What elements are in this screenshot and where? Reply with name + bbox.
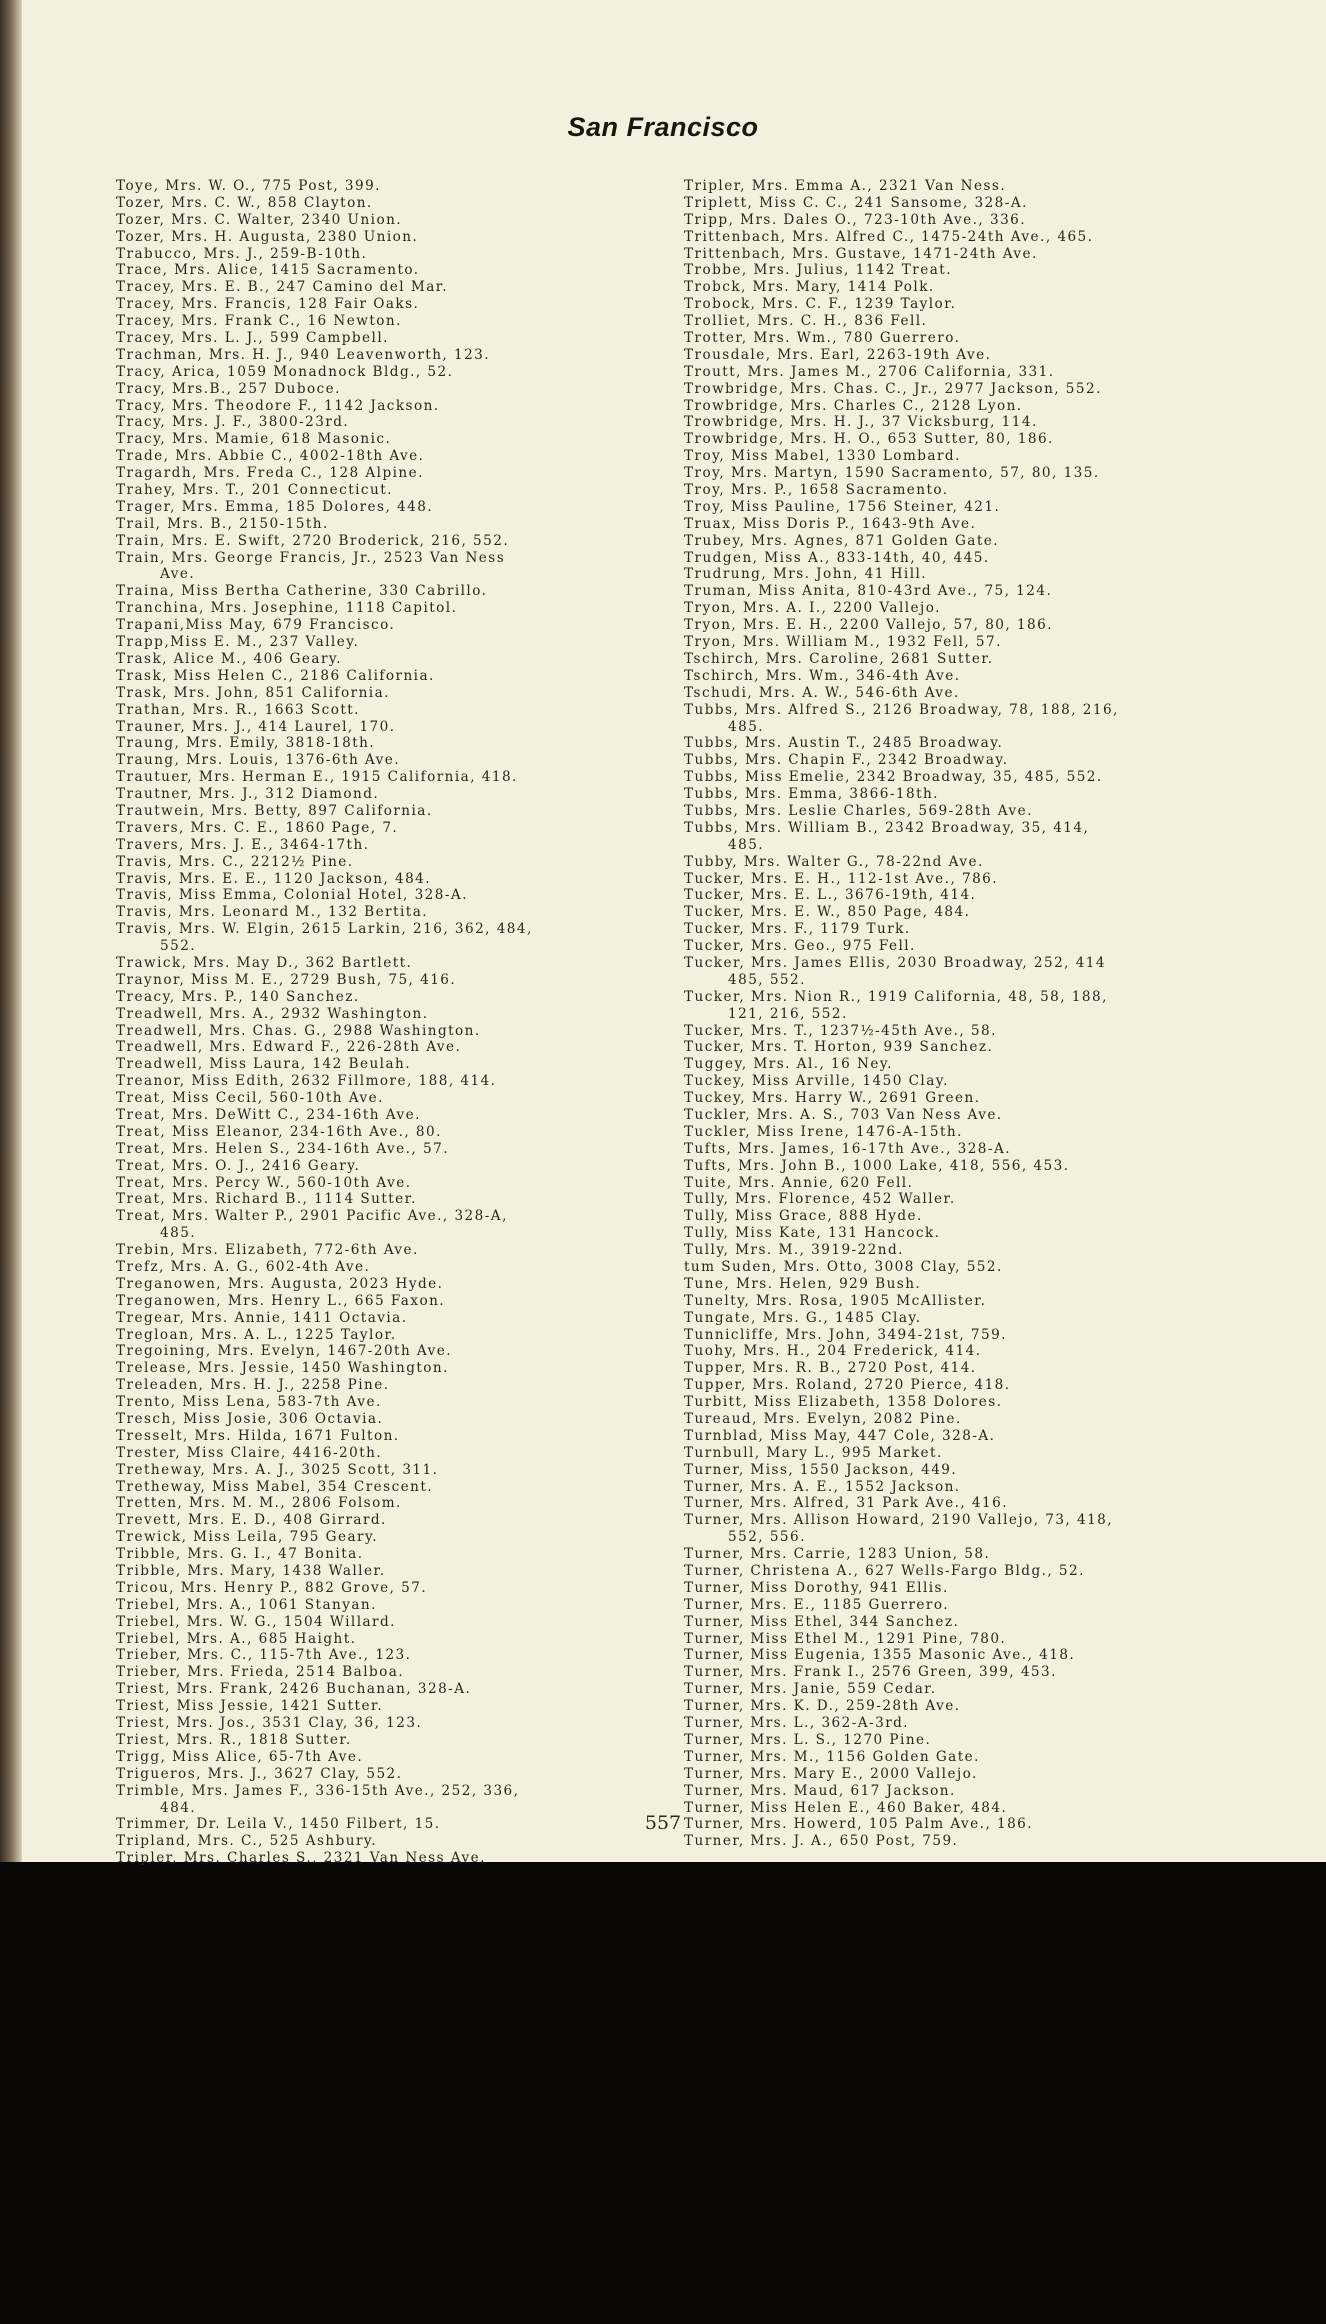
directory-entry: Trawick, Mrs. May D., 362 Bartlett. — [116, 954, 413, 971]
directory-entry-continuation: 552. — [160, 938, 197, 955]
directory-entry: Tubbs, Miss Emelie, 2342 Broadway, 35, 485, 552. — [684, 769, 1103, 786]
directory-entry: Trester, Miss Claire, 4416-20th. — [116, 1444, 383, 1461]
directory-entry: Tresselt, Mrs. Hilda, 1671 Fulton. — [116, 1427, 400, 1444]
directory-entry: Tracy, Mrs. J. F., 3800-23rd. — [116, 414, 350, 431]
directory-entry: Turner, Mrs. Maud, 617 Jackson. — [684, 1782, 956, 1799]
directory-entry: Travers, Mrs. J. E., 3464-17th. — [116, 836, 370, 853]
directory-entry: Tucker, Mrs. F., 1179 Turk. — [684, 921, 911, 938]
directory-entry: Trimmer, Dr. Leila V., 1450 Filbert, 15. — [116, 1816, 441, 1833]
directory-entry: Treat, Miss Eleanor, 234-16th Ave., 80. — [116, 1123, 442, 1140]
directory-entry: Tranchina, Mrs. Josephine, 1118 Capitol. — [116, 600, 458, 617]
directory-entry: Tracy, Mrs. Theodore F., 1142 Jackson. — [116, 397, 440, 414]
directory-entry: Tubbs, Mrs. Leslie Charles, 569-28th Ave. — [684, 802, 1033, 819]
directory-entry: Tschirch, Mrs. Wm., 346-4th Ave. — [684, 667, 961, 684]
directory-entry: Train, Mrs. George Francis, Jr., 2523 Van Ness — [116, 549, 506, 566]
directory-entry: Tubbs, Mrs. Emma, 3866-18th. — [684, 786, 939, 803]
directory-entry: Triebel, Mrs. W. G., 1504 Willard. — [116, 1613, 396, 1630]
directory-entry: Tretheway, Mrs. A. J., 3025 Scott, 311. — [116, 1461, 439, 1478]
directory-entry: Turner, Miss Dorothy, 941 Ellis. — [684, 1579, 949, 1596]
directory-entry: Treadwell, Mrs. Edward F., 226-28th Ave. — [116, 1039, 462, 1056]
directory-entry: Tregear, Mrs. Annie, 1411 Octavia. — [116, 1309, 408, 1326]
directory-entry: Turner, Mrs. K. D., 259-28th Ave. — [684, 1698, 961, 1715]
directory-entry: Tripler, Mrs. Emma A., 2321 Van Ness. — [684, 178, 1007, 194]
directory-entry: Trask, Miss Helen C., 2186 California. — [116, 667, 435, 684]
directory-entry: Treadwell, Miss Laura, 142 Beulah. — [116, 1056, 411, 1073]
directory-entry: Treganowen, Mrs. Henry L., 665 Faxon. — [116, 1292, 446, 1309]
directory-entry: Trittenbach, Mrs. Gustave, 1471-24th Ave. — [684, 245, 1038, 262]
directory-entry: Turner, Mrs. A. E., 1552 Jackson. — [684, 1478, 961, 1495]
directory-entry: Troy, Miss Mabel, 1330 Lombard. — [684, 448, 961, 465]
directory-entry: Tuckler, Miss Irene, 1476-A-15th. — [684, 1123, 963, 1140]
directory-entry: Tschudi, Mrs. A. W., 546-6th Ave. — [684, 684, 960, 701]
directory-entry: Trotter, Mrs. Wm., 780 Guerrero. — [684, 330, 961, 347]
page-number: 557 — [644, 1812, 682, 1834]
directory-entry: Tozer, Mrs. H. Augusta, 2380 Union. — [116, 228, 419, 245]
directory-entry: Tupper, Mrs. R. B., 2720 Post, 414. — [684, 1360, 977, 1377]
directory-entry: Tuckey, Mrs. Harry W., 2691 Green. — [684, 1090, 981, 1107]
directory-entry: Tubbs, Mrs. Chapin F., 2342 Broadway. — [684, 752, 1009, 769]
directory-entry: Tribble, Mrs. Mary, 1438 Waller. — [116, 1563, 386, 1580]
directory-entry: Turner, Mrs. Howerd, 105 Palm Ave., 186. — [684, 1816, 1034, 1833]
directory-entry: Tretten, Mrs. M. M., 2806 Folsom. — [116, 1495, 402, 1512]
directory-entry: Traung, Mrs. Emily, 3818-18th. — [116, 735, 376, 752]
directory-entry: Treat, Mrs. Percy W., 560-10th Ave. — [116, 1174, 412, 1191]
directory-entry-continuation: 485, 552. — [728, 971, 806, 988]
directory-entry: Turner, Mrs. L., 362-A-3rd. — [684, 1715, 910, 1732]
directory-entry: Trautner, Mrs. J., 312 Diamond. — [116, 786, 380, 803]
directory-entry: Trautuer, Mrs. Herman E., 1915 California, 418. — [116, 769, 518, 786]
directory-entry: Trimble, Mrs. James F., 336-15th Ave., 252, 336, — [116, 1782, 520, 1799]
directory-entry: Turnblad, Miss May, 447 Cole, 328-A. — [684, 1427, 996, 1444]
directory-entry: Trowbridge, Mrs. H. O., 653 Sutter, 80, 186. — [684, 431, 1054, 448]
directory-entry: Tripp, Mrs. Dales O., 723-10th Ave., 336. — [684, 211, 1027, 228]
left-column-entries — [116, 178, 666, 1867]
directory-entry: Truman, Miss Anita, 810-43rd Ave., 75, 124. — [684, 583, 1053, 600]
directory-entry: Tucker, Mrs. E. L., 3676-19th, 414. — [684, 887, 977, 904]
directory-entry: Tucker, Mrs. E. H., 112-1st Ave., 786. — [684, 870, 999, 887]
directory-entry: Trieber, Mrs. Frieda, 2514 Balboa. — [116, 1664, 405, 1681]
directory-entry: Tracey, Mrs. L. J., 599 Campbell. — [116, 330, 389, 347]
directory-entry-continuation: 121, 216, 552. — [728, 1005, 848, 1022]
directory-entry: Treganowen, Mrs. Augusta, 2023 Hyde. — [116, 1275, 444, 1292]
directory-entry: Trathan, Mrs. R., 1663 Scott. — [116, 701, 360, 718]
directory-entry: Triebel, Mrs. A., 1061 Stanyan. — [116, 1596, 377, 1613]
directory-entry: Trace, Mrs. Alice, 1415 Sacramento. — [116, 262, 420, 279]
directory-entry: Turnbull, Mary L., 995 Market. — [684, 1444, 943, 1461]
right-column-entries — [684, 178, 1274, 1850]
directory-entry: Trahey, Mrs. T., 201 Connecticut. — [116, 482, 393, 499]
directory-entry: Tryon, Mrs. E. H., 2200 Vallejo, 57, 80, 186. — [684, 617, 1054, 634]
directory-entry: Treat, Mrs. Richard B., 1114 Sutter. — [116, 1191, 417, 1208]
directory-entry: Tubby, Mrs. Walter G., 78-22nd Ave. — [684, 853, 984, 870]
directory-entry: Tuohy, Mrs. H., 204 Frederick, 414. — [684, 1343, 982, 1360]
directory-entry: Treat, Mrs. Walter P., 2901 Pacific Ave., 328-A, — [116, 1208, 508, 1225]
directory-entry: tum Suden, Mrs. Otto, 3008 Clay, 552. — [684, 1259, 1003, 1275]
directory-entry: Tufts, Mrs. John B., 1000 Lake, 418, 556, 453. — [684, 1157, 1070, 1174]
directory-entry: Trauner, Mrs. J., 414 Laurel, 170. — [116, 718, 396, 735]
directory-entry: Trask, Alice M., 406 Geary. — [116, 650, 343, 667]
directory-entry: Trebin, Mrs. Elizabeth, 772-6th Ave. — [116, 1242, 419, 1259]
directory-entry: Tucker, Mrs. T. Horton, 939 Sanchez. — [684, 1039, 994, 1056]
directory-entry: Train, Mrs. E. Swift, 2720 Broderick, 216, 552. — [116, 532, 510, 549]
directory-entry: Trager, Mrs. Emma, 185 Dolores, 448. — [116, 498, 434, 515]
directory-entry: Tozer, Mrs. C. Walter, 2340 Union. — [116, 211, 403, 228]
directory-entry: Treleaden, Mrs. H. J., 2258 Pine. — [116, 1377, 390, 1394]
directory-entry: Trewick, Miss Leila, 795 Geary. — [116, 1529, 379, 1546]
directory-entry: Tracy, Mrs.B., 257 Duboce. — [116, 380, 341, 397]
directory-entry-continuation: 485. — [728, 718, 765, 735]
directory-entry: Trowbridge, Mrs. Chas. C., Jr., 2977 Jackson, 552. — [684, 380, 1102, 397]
directory-entry: Tucker, Mrs. T., 1237½-45th Ave., 58. — [684, 1022, 997, 1039]
book-spine-edge — [0, 0, 22, 1862]
directory-entry: Triest, Mrs. Jos., 3531 Clay, 36, 123. — [116, 1715, 423, 1732]
directory-entry: Turner, Mrs. E., 1185 Guerrero. — [684, 1596, 950, 1613]
directory-entry: Turner, Christena A., 627 Wells-Fargo Bldg., 52. — [684, 1563, 1085, 1580]
directory-entry: Troy, Mrs. Martyn, 1590 Sacramento, 57, 80, 135. — [684, 465, 1100, 482]
directory-entry: Tucker, Mrs. E. W., 850 Page, 484. — [684, 904, 971, 921]
directory-entry: Treanor, Miss Edith, 2632 Fillmore, 188, 414. — [116, 1073, 497, 1090]
directory-entry: Treat, Mrs. DeWitt C., 234-16th Ave. — [116, 1106, 421, 1123]
directory-entry: Tureaud, Mrs. Evelyn, 2082 Pine. — [684, 1411, 962, 1428]
directory-entry: Turner, Mrs. Mary E., 2000 Vallejo. — [684, 1765, 978, 1782]
directory-entry: Turner, Mrs. Frank I., 2576 Green, 399, 453. — [684, 1664, 1057, 1681]
directory-entry: Tunelty, Mrs. Rosa, 1905 McAllister. — [684, 1292, 987, 1309]
directory-entry-continuation: 484. — [160, 1799, 197, 1816]
directory-entry: Triest, Mrs. Frank, 2426 Buchanan, 328-A. — [116, 1681, 472, 1698]
directory-entry: Traynor, Miss M. E., 2729 Bush, 75, 416. — [116, 971, 457, 988]
directory-entry: Treadwell, Mrs. Chas. G., 2988 Washington. — [116, 1022, 481, 1039]
directory-entry: Trigueros, Mrs. J., 3627 Clay, 552. — [116, 1765, 403, 1782]
directory-entry: Tracy, Arica, 1059 Monadnock Bldg., 52. — [116, 363, 454, 380]
directory-entry: Tuckler, Mrs. A. S., 703 Van Ness Ave. — [684, 1106, 1003, 1123]
directory-entry-continuation: Ave. — [160, 566, 196, 583]
directory-entry: Trevett, Mrs. E. D., 408 Girrard. — [116, 1512, 387, 1529]
directory-entry: Trapani,Miss May, 679 Francisco. — [116, 617, 396, 634]
directory-entry: Tryon, Mrs. William M., 1932 Fell, 57. — [684, 634, 1002, 651]
directory-entry: Travis, Mrs. E. E., 1120 Jackson, 484. — [116, 870, 432, 887]
directory-entry: Turner, Miss Eugenia, 1355 Masonic Ave., 418. — [684, 1647, 1076, 1664]
directory-entry: Turner, Miss Helen E., 460 Baker, 484. — [684, 1799, 1008, 1816]
directory-entry: Tretheway, Miss Mabel, 354 Crescent. — [116, 1478, 434, 1495]
directory-entry: Toye, Mrs. W. O., 775 Post, 399. — [116, 178, 381, 194]
directory-entry-continuation: 485. — [160, 1225, 197, 1242]
directory-entry: Treat, Mrs. O. J., 2416 Geary. — [116, 1157, 361, 1174]
directory-entry: Trask, Mrs. John, 851 California. — [116, 684, 390, 701]
directory-entry: Tschirch, Mrs. Caroline, 2681 Sutter. — [684, 650, 994, 667]
directory-entry: Turner, Mrs. Carrie, 1283 Union, 58. — [684, 1546, 991, 1563]
directory-entry: Tregloan, Mrs. A. L., 1225 Taylor. — [116, 1326, 397, 1343]
directory-entry: Turner, Miss Ethel, 344 Sanchez. — [684, 1613, 960, 1630]
directory-entry: Trelease, Mrs. Jessie, 1450 Washington. — [116, 1360, 449, 1377]
directory-entry: Tune, Mrs. Helen, 929 Bush. — [684, 1275, 922, 1292]
directory-entry: Treat, Mrs. Helen S., 234-16th Ave., 57. — [116, 1140, 449, 1157]
directory-entry: Tuckey, Miss Arville, 1450 Clay. — [684, 1073, 949, 1090]
directory-entry: Turner, Mrs. Alfred, 31 Park Ave., 416. — [684, 1495, 1008, 1512]
directory-entry: Tracy, Mrs. Mamie, 618 Masonic. — [116, 431, 392, 448]
directory-entry: Tucker, Mrs. Geo., 975 Fell. — [684, 938, 916, 955]
directory-entry: Trade, Mrs. Abbie C., 4002-18th Ave. — [116, 448, 425, 465]
directory-entry: Trieber, Mrs. C., 115-7th Ave., 123. — [116, 1647, 412, 1664]
directory-entry: Triest, Miss Jessie, 1421 Sutter. — [116, 1698, 384, 1715]
directory-entry: Tucker, Mrs. James Ellis, 2030 Broadway, 252, 414 — [684, 954, 1107, 971]
directory-entry: Triplett, Miss C. C., 241 Sansome, 328-A. — [684, 194, 1028, 211]
directory-entry: Tuggey, Mrs. Al., 16 Ney. — [684, 1056, 893, 1073]
directory-entry: Tully, Mrs. Florence, 452 Waller. — [684, 1191, 956, 1208]
directory-entry: Turner, Mrs. Janie, 559 Cedar. — [684, 1681, 937, 1698]
directory-entry: Truax, Miss Doris P., 1643-9th Ave. — [684, 515, 977, 532]
directory-entry: Tregoining, Mrs. Evelyn, 1467-20th Ave. — [116, 1343, 453, 1360]
directory-entry: Trabucco, Mrs. J., 259-B-10th. — [116, 245, 368, 262]
directory-entry: Trobck, Mrs. Mary, 1414 Polk. — [684, 279, 935, 296]
directory-entry: Treacy, Mrs. P., 140 Sanchez. — [116, 988, 360, 1005]
directory-entry: Tungate, Mrs. G., 1485 Clay. — [684, 1309, 922, 1326]
directory-entry: Troutt, Mrs. James M., 2706 California, 331. — [684, 363, 1055, 380]
directory-entry: Tufts, Mrs. James, 16-17th Ave., 328-A. — [684, 1140, 1011, 1157]
directory-entry: Tracey, Mrs. E. B., 247 Camino del Mar. — [116, 279, 448, 296]
directory-entry: Tragardh, Mrs. Freda C., 128 Alpine. — [116, 465, 424, 482]
directory-entry: Tripland, Mrs. C., 525 Ashbury. — [116, 1833, 377, 1850]
directory-entry: Trail, Mrs. B., 2150-15th. — [116, 515, 329, 532]
directory-entry: Trubey, Mrs. Agnes, 871 Golden Gate. — [684, 532, 1000, 549]
directory-entry: Tully, Miss Grace, 888 Hyde. — [684, 1208, 923, 1225]
directory-entry: Turner, Mrs. Allison Howard, 2190 Vallejo, 73, 418, — [684, 1512, 1114, 1529]
directory-entry: Tupper, Mrs. Roland, 2720 Pierce, 418. — [684, 1377, 1011, 1394]
directory-entry: Tuite, Mrs. Annie, 620 Fell. — [684, 1174, 914, 1191]
directory-entry: Tricou, Mrs. Henry P., 882 Grove, 57. — [116, 1579, 428, 1596]
directory-entry: Tully, Mrs. M., 3919-22nd. — [684, 1242, 904, 1259]
directory-entry: Trowbridge, Mrs. H. J., 37 Vicksburg, 114. — [684, 414, 1038, 431]
directory-entry: Tubbs, Mrs. William B., 2342 Broadway, 35, 414, — [684, 819, 1090, 836]
directory-entry: Travers, Mrs. C. E., 1860 Page, 7. — [116, 819, 399, 836]
directory-entry: Trento, Miss Lena, 583-7th Ave. — [116, 1394, 382, 1411]
directory-entry: Trapp,Miss E. M., 237 Valley. — [116, 634, 360, 651]
directory-entry: Turner, Mrs. M., 1156 Golden Gate. — [684, 1748, 980, 1765]
directory-entry: Tresch, Miss Josie, 306 Octavia. — [116, 1411, 384, 1428]
directory-entry: Tully, Miss Kate, 131 Hancock. — [684, 1225, 941, 1242]
directory-entry-continuation: 485. — [728, 836, 765, 853]
directory-entry: Trolliet, Mrs. C. H., 836 Fell. — [684, 313, 928, 330]
directory-entry: Turner, Mrs. J. A., 650 Post, 759. — [684, 1833, 959, 1850]
directory-entry: Turner, Miss Ethel M., 1291 Pine, 780. — [684, 1630, 1007, 1647]
directory-entry: Trudgen, Miss A., 833-14th, 40, 445. — [684, 549, 990, 566]
directory-entry: Trobock, Mrs. C. F., 1239 Taylor. — [684, 296, 957, 313]
directory-entry: Tozer, Mrs. C. W., 858 Clayton. — [116, 194, 373, 211]
directory-entry: Tubbs, Mrs. Austin T., 2485 Broadway. — [684, 735, 1004, 752]
directory-entry: Tribble, Mrs. G. I., 47 Bonita. — [116, 1546, 364, 1563]
directory-entry: Triest, Mrs. R., 1818 Sutter. — [116, 1731, 352, 1748]
page-title: San Francisco — [567, 112, 759, 142]
directory-entry: Treadwell, Mrs. A., 2932 Washington. — [116, 1005, 429, 1022]
directory-entry: Troy, Miss Pauline, 1756 Steiner, 421. — [684, 498, 1001, 515]
directory-entry: Turner, Mrs. L. S., 1270 Pine. — [684, 1731, 932, 1748]
directory-entry: Tryon, Mrs. A. I., 2200 Vallejo. — [684, 600, 941, 617]
directory-entry: Tracey, Mrs. Frank C., 16 Newton. — [116, 313, 402, 330]
directory-entry: Tubbs, Mrs. Alfred S., 2126 Broadway, 78, 188, 216, — [684, 701, 1119, 718]
directory-entry-continuation: 552, 556. — [728, 1529, 806, 1546]
directory-entry: Travis, Mrs. W. Elgin, 2615 Larkin, 216, 362, 484, — [116, 921, 533, 938]
directory-entry: Triebel, Mrs. A., 685 Haight. — [116, 1630, 357, 1647]
directory-entry: Trudrung, Mrs. John, 41 Hill. — [684, 566, 928, 583]
directory-entry: Travis, Mrs. Leonard M., 132 Bertita. — [116, 904, 429, 921]
directory-entry: Trigg, Miss Alice, 65-7th Ave. — [116, 1748, 364, 1765]
directory-entry: Treat, Miss Cecil, 560-10th Ave. — [116, 1090, 384, 1107]
directory-entry: Tripler, Mrs. Charles S., 2321 Van Ness Ave. — [116, 1850, 486, 1867]
directory-entry: Trowbridge, Mrs. Charles C., 2128 Lyon. — [684, 397, 1023, 414]
directory-entry: Trittenbach, Mrs. Alfred C., 1475-24th Ave., 465. — [684, 228, 1094, 245]
directory-entry: Tunnicliffe, Mrs. John, 3494-21st, 759. — [684, 1326, 1007, 1343]
directory-entry: Turbitt, Miss Elizabeth, 1358 Dolores. — [684, 1394, 1003, 1411]
directory-entry: Trautwein, Mrs. Betty, 897 California. — [116, 802, 433, 819]
directory-entry: Travis, Mrs. C., 2212½ Pine. — [116, 853, 354, 870]
directory-entry: Trobbe, Mrs. Julius, 1142 Treat. — [684, 262, 952, 279]
directory-entry: Trefz, Mrs. A. G., 602-4th Ave. — [116, 1259, 371, 1275]
directory-entry: Tucker, Mrs. Nion R., 1919 California, 48, 58, 188, — [684, 988, 1108, 1005]
directory-entry: Travis, Miss Emma, Colonial Hotel, 328-A. — [116, 887, 468, 904]
directory-entry: Turner, Miss, 1550 Jackson, 449. — [684, 1461, 958, 1478]
directory-entry: Traina, Miss Bertha Catherine, 330 Cabrillo. — [116, 583, 488, 600]
directory-entry: Traung, Mrs. Louis, 1376-6th Ave. — [116, 752, 401, 769]
directory-entry: Trousdale, Mrs. Earl, 2263-19th Ave. — [684, 346, 992, 363]
directory-entry: Tracey, Mrs. Francis, 128 Fair Oaks. — [116, 296, 420, 313]
directory-entry: Trachman, Mrs. H. J., 940 Leavenworth, 123. — [116, 346, 491, 363]
directory-entry: Troy, Mrs. P., 1658 Sacramento. — [684, 482, 949, 499]
